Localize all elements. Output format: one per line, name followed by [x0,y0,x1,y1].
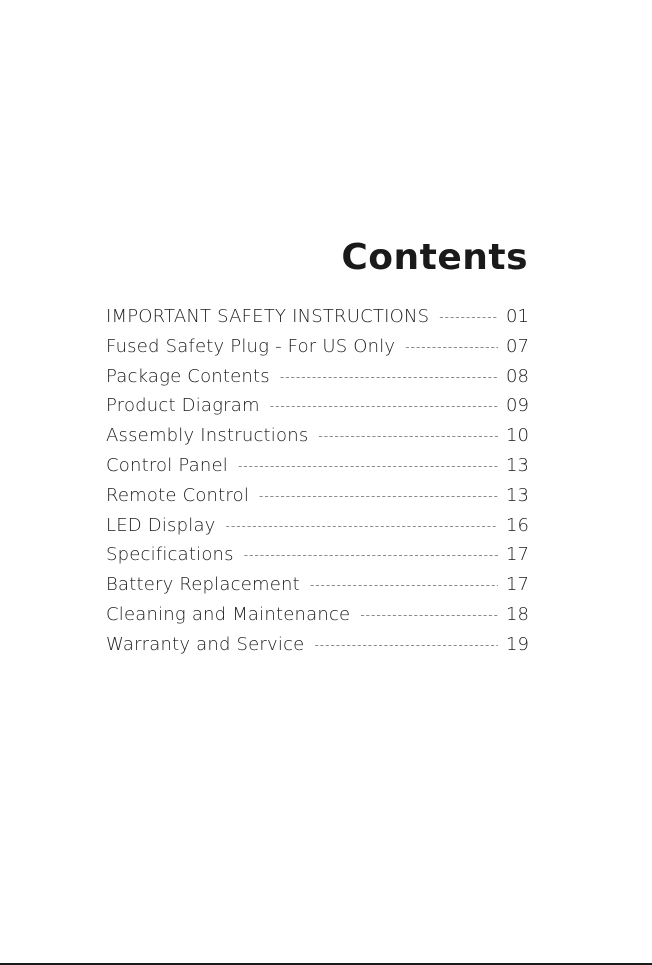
toc-dot-leader [226,512,498,542]
toc-dot-leader [439,303,498,333]
toc-entry-page-number: 19 [506,633,529,655]
toc-entry-page-number: 16 [506,514,529,536]
toc-entry-fused-safety-plug [106,332,528,362]
toc-dot-leader [405,333,498,363]
toc-entry-led-display [106,511,528,541]
page-title: Contents [341,237,528,278]
toc-entry-page-number: 07 [506,335,529,357]
toc-dot-leader [314,631,498,661]
toc-dot-leader [318,422,498,452]
toc-entry-label: IMPORTANT SAFETY INSTRUCTIONS [106,306,430,327]
toc-entry-product-diagram [106,391,528,421]
toc-dot-leader [244,541,498,571]
toc-entry-remote-control [106,481,528,511]
toc-entry-warranty-service [106,630,528,660]
toc-entry-label: Fused Safety Plug - For US Only [106,335,396,357]
toc-entry-specifications [106,540,528,570]
toc-entry-label: Product Diagram [106,395,260,417]
toc-entry-label: Specifications [106,544,234,566]
toc-entry-page-number: 01 [506,306,529,327]
toc-dot-leader [259,482,498,512]
toc-entry-control-panel [106,451,528,481]
toc-entry-page-number: 08 [506,365,529,387]
toc-entry-label: Remote Control [106,484,250,506]
toc-entry-label: LED Display [106,514,216,536]
toc-dot-leader [360,601,498,631]
toc-entry-package-contents [106,362,528,392]
toc-entry-page-number: 10 [506,425,529,447]
toc-dot-leader [310,571,498,601]
toc-entry-cleaning-maintenance [106,600,528,630]
toc-entry-page-number: 09 [506,395,529,417]
toc-entry-label: Package Contents [106,365,270,387]
toc-entry-page-number: 17 [506,544,529,566]
toc-entry-page-number: 13 [506,484,529,506]
toc-entry-label: Warranty and Service [106,633,305,655]
toc-entry-page-number: 17 [506,574,529,596]
toc-entry-assembly-instructions [106,421,528,451]
toc-entry-page-number: 13 [506,454,529,476]
toc-dot-leader [238,452,498,482]
toc-dot-leader [270,392,498,422]
toc-entry-label: Battery Replacement [106,574,300,596]
toc-entry-label: Control Panel [106,454,228,476]
toc-entry-label: Assembly Instructions [106,425,309,447]
table-of-contents [106,302,528,660]
toc-entry-battery-replacement [106,570,528,600]
toc-dot-leader [280,363,498,393]
toc-entry-label: Cleaning and Maintenance [106,603,351,625]
toc-entry-safety-instructions [106,302,528,332]
toc-entry-page-number: 18 [506,603,529,625]
